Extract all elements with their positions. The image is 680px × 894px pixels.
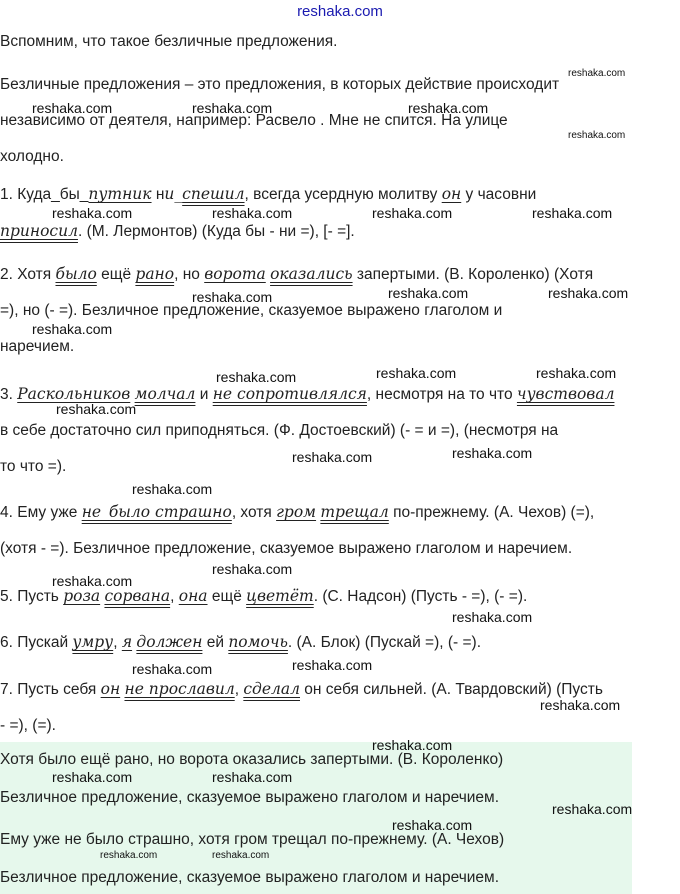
sentence-3: 3. Раскольников молчал и не сопротивлялся, несмотря на то что чувствовал в себе достаточно сил приподняться. (Ф. Достоевский) (- = и =), (несмотря на то что =). [0, 385, 615, 475]
watermark: reshaka.com [408, 100, 489, 116]
watermark: reshaka.com [212, 769, 293, 785]
watermark: reshaka.com [372, 205, 453, 221]
answer-line-1: Хотя было ещё рано, но ворота оказались запертыми. (В. Короленко) [0, 751, 504, 768]
site-title[interactable]: reshaka.com [297, 3, 383, 20]
watermark: reshaka.com [52, 769, 133, 785]
watermark: reshaka.com [32, 321, 113, 337]
watermark: reshaka.com [100, 850, 158, 861]
watermark: reshaka.com [132, 661, 213, 677]
watermark: reshaka.com [192, 289, 273, 305]
watermark: reshaka.com [212, 205, 293, 221]
watermark: reshaka.com [292, 449, 373, 465]
watermark: reshaka.com [192, 100, 273, 116]
watermark: reshaka.com [548, 285, 629, 301]
sentence-6: 6. Пускай умру, я должен ей помочь. (А. Блок) (Пускай =), (- =). [0, 633, 482, 651]
sentence-4: 4. Ему уже не_было страшно, хотя гром трещал по-прежнему. (А. Чехов) (=), (хотя - =). Безличное предложение, сказуемое выражено глаголом и наречием. [0, 503, 595, 557]
watermark: reshaka.com [568, 130, 626, 141]
watermark: reshaka.com [292, 657, 373, 673]
watermark: reshaka.com [568, 68, 626, 79]
watermark: reshaka.com [52, 205, 133, 221]
watermark: reshaka.com [536, 365, 617, 381]
answer-box [0, 742, 632, 894]
watermark: reshaka.com [452, 609, 533, 625]
watermark: reshaka.com [532, 205, 613, 221]
watermark: reshaka.com [376, 365, 457, 381]
watermark: reshaka.com [32, 100, 113, 116]
sentence-2: 2. Хотя было ещё рано, но ворота оказались запертыми. (В. Короленко) (Хотя =), но (- =). Безличное предложение, сказуемое выражено глаголом и наречием. [0, 265, 594, 355]
watermark: reshaka.com [52, 573, 133, 589]
sentence-5: 5. Пусть роза сорвана, она ещё цветёт. (С. Надсон) (Пусть - =), (- =). [0, 587, 528, 605]
sentence-7: 7. Пусть себя он не прославил, сделал он себя сильней. (А. Твардовский) (Пусть - =), (=). [0, 680, 603, 734]
sentence-1: 1. Куда_бы_путник ни_спешил, всегда усердную молитву он у часовни приносил. (М. Лермонтов) (Куда бы - ни =), [- =]. [0, 185, 537, 240]
watermark: reshaka.com [392, 817, 473, 833]
watermark: reshaka.com [216, 369, 297, 385]
watermark: reshaka.com [212, 850, 270, 861]
definition-paragraph: Безличные предложения – это предложения, в которых действие происходит независимо от деятеля, например: Расвело . Мне не спится. На улице холодно. [0, 76, 560, 165]
watermark: reshaka.com [552, 801, 633, 817]
watermark: reshaka.com [56, 401, 137, 417]
watermark: reshaka.com [372, 737, 453, 753]
watermark: reshaka.com [452, 445, 533, 461]
answer-line-3: Ему уже не было страшно, хотя гром трещал по-прежнему. (А. Чехов) [0, 831, 505, 848]
intro-text: Вспомним, что такое безличные предложения. [0, 33, 338, 50]
watermark: reshaka.com [212, 561, 293, 577]
watermark: reshaka.com [388, 285, 469, 301]
answer-line-2: Безличное предложение, сказуемое выражено глаголом и наречием. [0, 789, 500, 806]
watermark: reshaka.com [540, 697, 621, 713]
answer-line-4: Безличное предложение, сказуемое выражено глаголом и наречием. [0, 869, 500, 886]
watermark: reshaka.com [132, 481, 213, 497]
